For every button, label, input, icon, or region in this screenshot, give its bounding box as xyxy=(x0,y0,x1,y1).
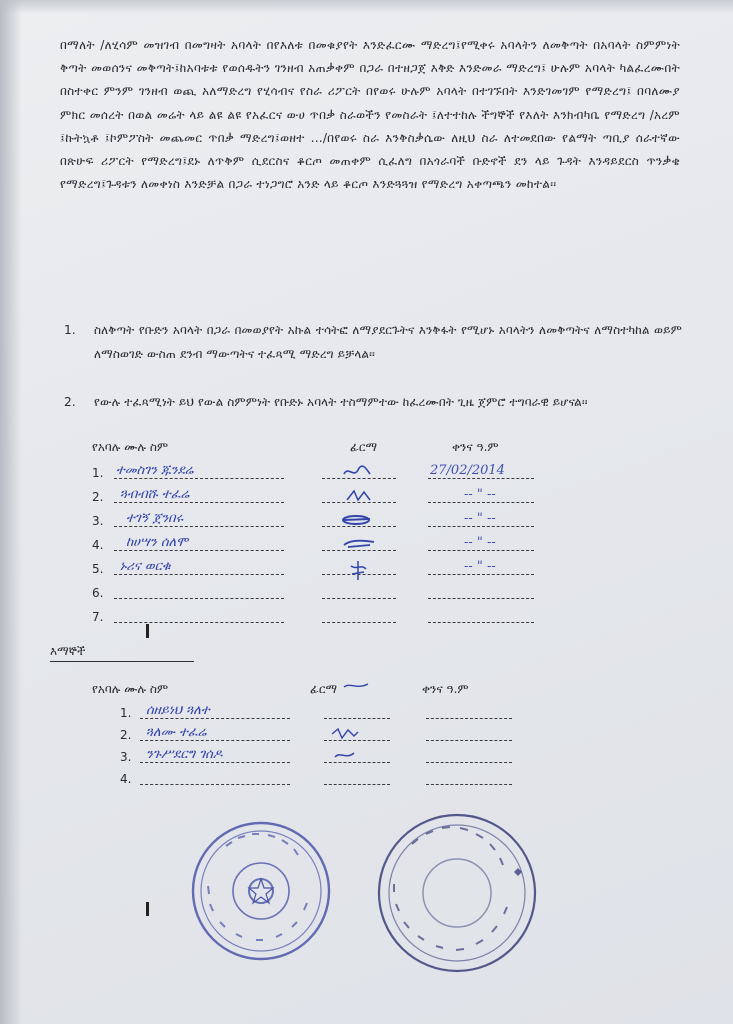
agreement-paragraph: በማለት /ለሂሳም መዝገብ በመግዛት አባላት በየእለቱ በመቁያየት እንድፈርሙ ማድረግ፤የሚቀሩ አባላትን ለመቅጣት በአባላት ስምምነት ቅጣት መወሰንና መቅጣት፤ከአባቱቱ የወሰዱትን ገንዘብ አጠቃቀም በጋራ በተዘጋጀ እቅድ እንድመራ ማድረግ፤ ሁሉም አባላት ካልፈረሙበት በስተቀር ምንም ገንዘብ ወጪ አለማድረግ የሂሳብና የስራ ሪፖርት በየወሩ ሁሉም አባላት በተገኙበት እንድገመገም የማድረግ፤ በባለሙያ ምክር መሰረት በወል መሬት ላይ ልዩ ልዩ የአፈርና ውሀ ጥበቃ ስራወችን የመስራት ፤ለተተከሉ ችግኞች የእለት እንክብካቤ የማድረግ /አረም ፤ኩትኳቶ ፤ኮምፖስት መጨመር ጥበቃ ማድረግ፤ወዘተ .../በየወሩ ስራ እንቅስቃሴው ለዚህ ስራ ለተመደበው የልማት ጣቢያ ሰራተኛው በጽሁፍ ሪፖርት የማድረግ፤ደኑ ለጥቅም ሲደርስና ቆርጦ መጠቀም ሲፈለግ በአጎራባች ቡድኖች ደን ላይ ጉዳት እንዳይደርስ ጥንቃቄ የማድረግ፤ጉዳቱን ለመቀነስ እንድቻል በጋራ ተነጋግሮ አንድ ላይ ቆርጦ እንድጓጓዝ የማድረግ አቀጣጫን መከተል፡፡ xyxy=(60,38,680,192)
row-number: 3. xyxy=(92,514,104,528)
name-line xyxy=(140,718,290,719)
handwritten-name: ከሀሣን ሰለሞ xyxy=(126,535,189,550)
handwritten-name: ኑሪና ወርቁ xyxy=(120,559,171,574)
row-number: 3. xyxy=(120,750,132,764)
row-number: 4. xyxy=(120,772,132,786)
handwritten-date: 27/02/2014 xyxy=(430,463,505,478)
column-header-name: የአባሉ ሙሉ ስም xyxy=(92,440,169,454)
handwritten-date: -- " -- xyxy=(464,487,496,502)
row-number: 2. xyxy=(92,490,104,504)
row-number: 4. xyxy=(92,538,104,552)
list-item xyxy=(64,318,680,390)
signature-line xyxy=(324,718,390,719)
name-line xyxy=(140,740,290,741)
signature-scribble xyxy=(344,488,374,504)
column-header-date: ቀንና ዓ.ም xyxy=(422,682,469,696)
row-number: 7. xyxy=(92,610,104,624)
table-row xyxy=(92,747,552,772)
handwritten-date: -- " -- xyxy=(464,511,496,526)
official-stamp-right xyxy=(372,808,542,978)
signature-line xyxy=(324,762,390,763)
name-line xyxy=(114,526,284,527)
table-row xyxy=(92,463,552,488)
column-header-date: ቀንና ዓ.ም xyxy=(452,440,499,454)
date-line xyxy=(428,550,534,551)
table-row xyxy=(92,487,552,512)
signature-scribble xyxy=(342,536,376,552)
row-number: 2. xyxy=(120,728,132,742)
handwritten-name: ጓለሙ ተፈሬ xyxy=(146,725,207,740)
page-top-shadow xyxy=(0,0,733,14)
handwritten-name: ጓብብሹ ተፈሬ xyxy=(120,487,190,502)
ink-mark xyxy=(146,624,149,638)
handwritten-name: ንጉሥደርግ ገሰዶ xyxy=(146,747,223,762)
name-line xyxy=(114,598,284,599)
row-number: 5. xyxy=(92,562,104,576)
table-row xyxy=(92,772,552,794)
date-line xyxy=(428,622,534,623)
table-row xyxy=(92,511,552,536)
date-line xyxy=(428,598,534,599)
handwritten-name: ተመስገን ጁንደሬ xyxy=(116,463,194,478)
list-number: 1. xyxy=(64,323,76,337)
handwritten-date: -- " -- xyxy=(464,535,496,550)
date-line xyxy=(428,526,534,527)
date-line xyxy=(428,478,534,479)
column-header-name: የአባሉ ሙሉ ስም xyxy=(92,682,169,696)
signature-line xyxy=(322,622,396,623)
signature-scribble xyxy=(346,560,370,582)
signature-scribble xyxy=(332,748,358,762)
name-line xyxy=(114,622,284,623)
name-line xyxy=(114,574,284,575)
ink-mark xyxy=(146,902,149,916)
name-line xyxy=(114,502,284,503)
signature-line xyxy=(322,598,396,599)
date-line xyxy=(426,740,512,741)
handwritten-name: ሰዘይነህ ጓለተ xyxy=(146,703,210,718)
table-row xyxy=(92,559,552,584)
name-line xyxy=(140,784,290,785)
list-text: የውሉ ተፈጻሚነት ይህ የውል ስምምነት የቡድኑ አባላት ተስማምተው ከፈረሙበት ጊዜ ጀምሮ ተግባራዊ ይሆናል፡፡ xyxy=(94,395,588,409)
signature-line xyxy=(324,784,390,785)
list-number: 2. xyxy=(64,395,76,409)
date-line xyxy=(426,718,512,719)
table-row xyxy=(92,535,552,560)
handwritten-date: -- " -- xyxy=(464,559,496,574)
page-edge-shadow xyxy=(0,0,22,1024)
date-line xyxy=(426,784,512,785)
row-number: 1. xyxy=(92,466,104,480)
list-text: ስለቅጣት የቡድን አባላት በጋራ በመወያየት አኩል ተሳትፎ ለማያደርጉትና እንቅፋት የሚሆኑ አባላትን ለመቅጣትና ለማስተካከል ወይም ለማስወገድ ውስጠ ደንብ ማውጣትና ተፈጻሚ ማድረግ ይቻላል፡፡ xyxy=(94,323,682,361)
table-row xyxy=(92,610,552,632)
official-stamp-left xyxy=(186,816,336,966)
signature-scribble xyxy=(342,680,370,692)
date-line xyxy=(426,762,512,763)
signature-scribble xyxy=(342,464,372,480)
row-number: 1. xyxy=(120,706,132,720)
column-header-signature: ፊርማ xyxy=(350,440,378,454)
name-line xyxy=(140,762,290,763)
list-item xyxy=(64,390,680,438)
date-line xyxy=(428,574,534,575)
name-line xyxy=(114,478,284,479)
column-header-signature: ፊርማ xyxy=(310,682,338,696)
name-line xyxy=(114,550,284,551)
signature-scribble xyxy=(340,512,374,528)
handwritten-name: ተገኝ ጀንበሩ xyxy=(126,511,184,526)
row-number: 6. xyxy=(92,586,104,600)
date-line xyxy=(428,502,534,503)
witnesses-heading: እማኞች xyxy=(50,644,194,662)
table-row xyxy=(92,586,552,608)
signature-scribble xyxy=(330,726,360,742)
